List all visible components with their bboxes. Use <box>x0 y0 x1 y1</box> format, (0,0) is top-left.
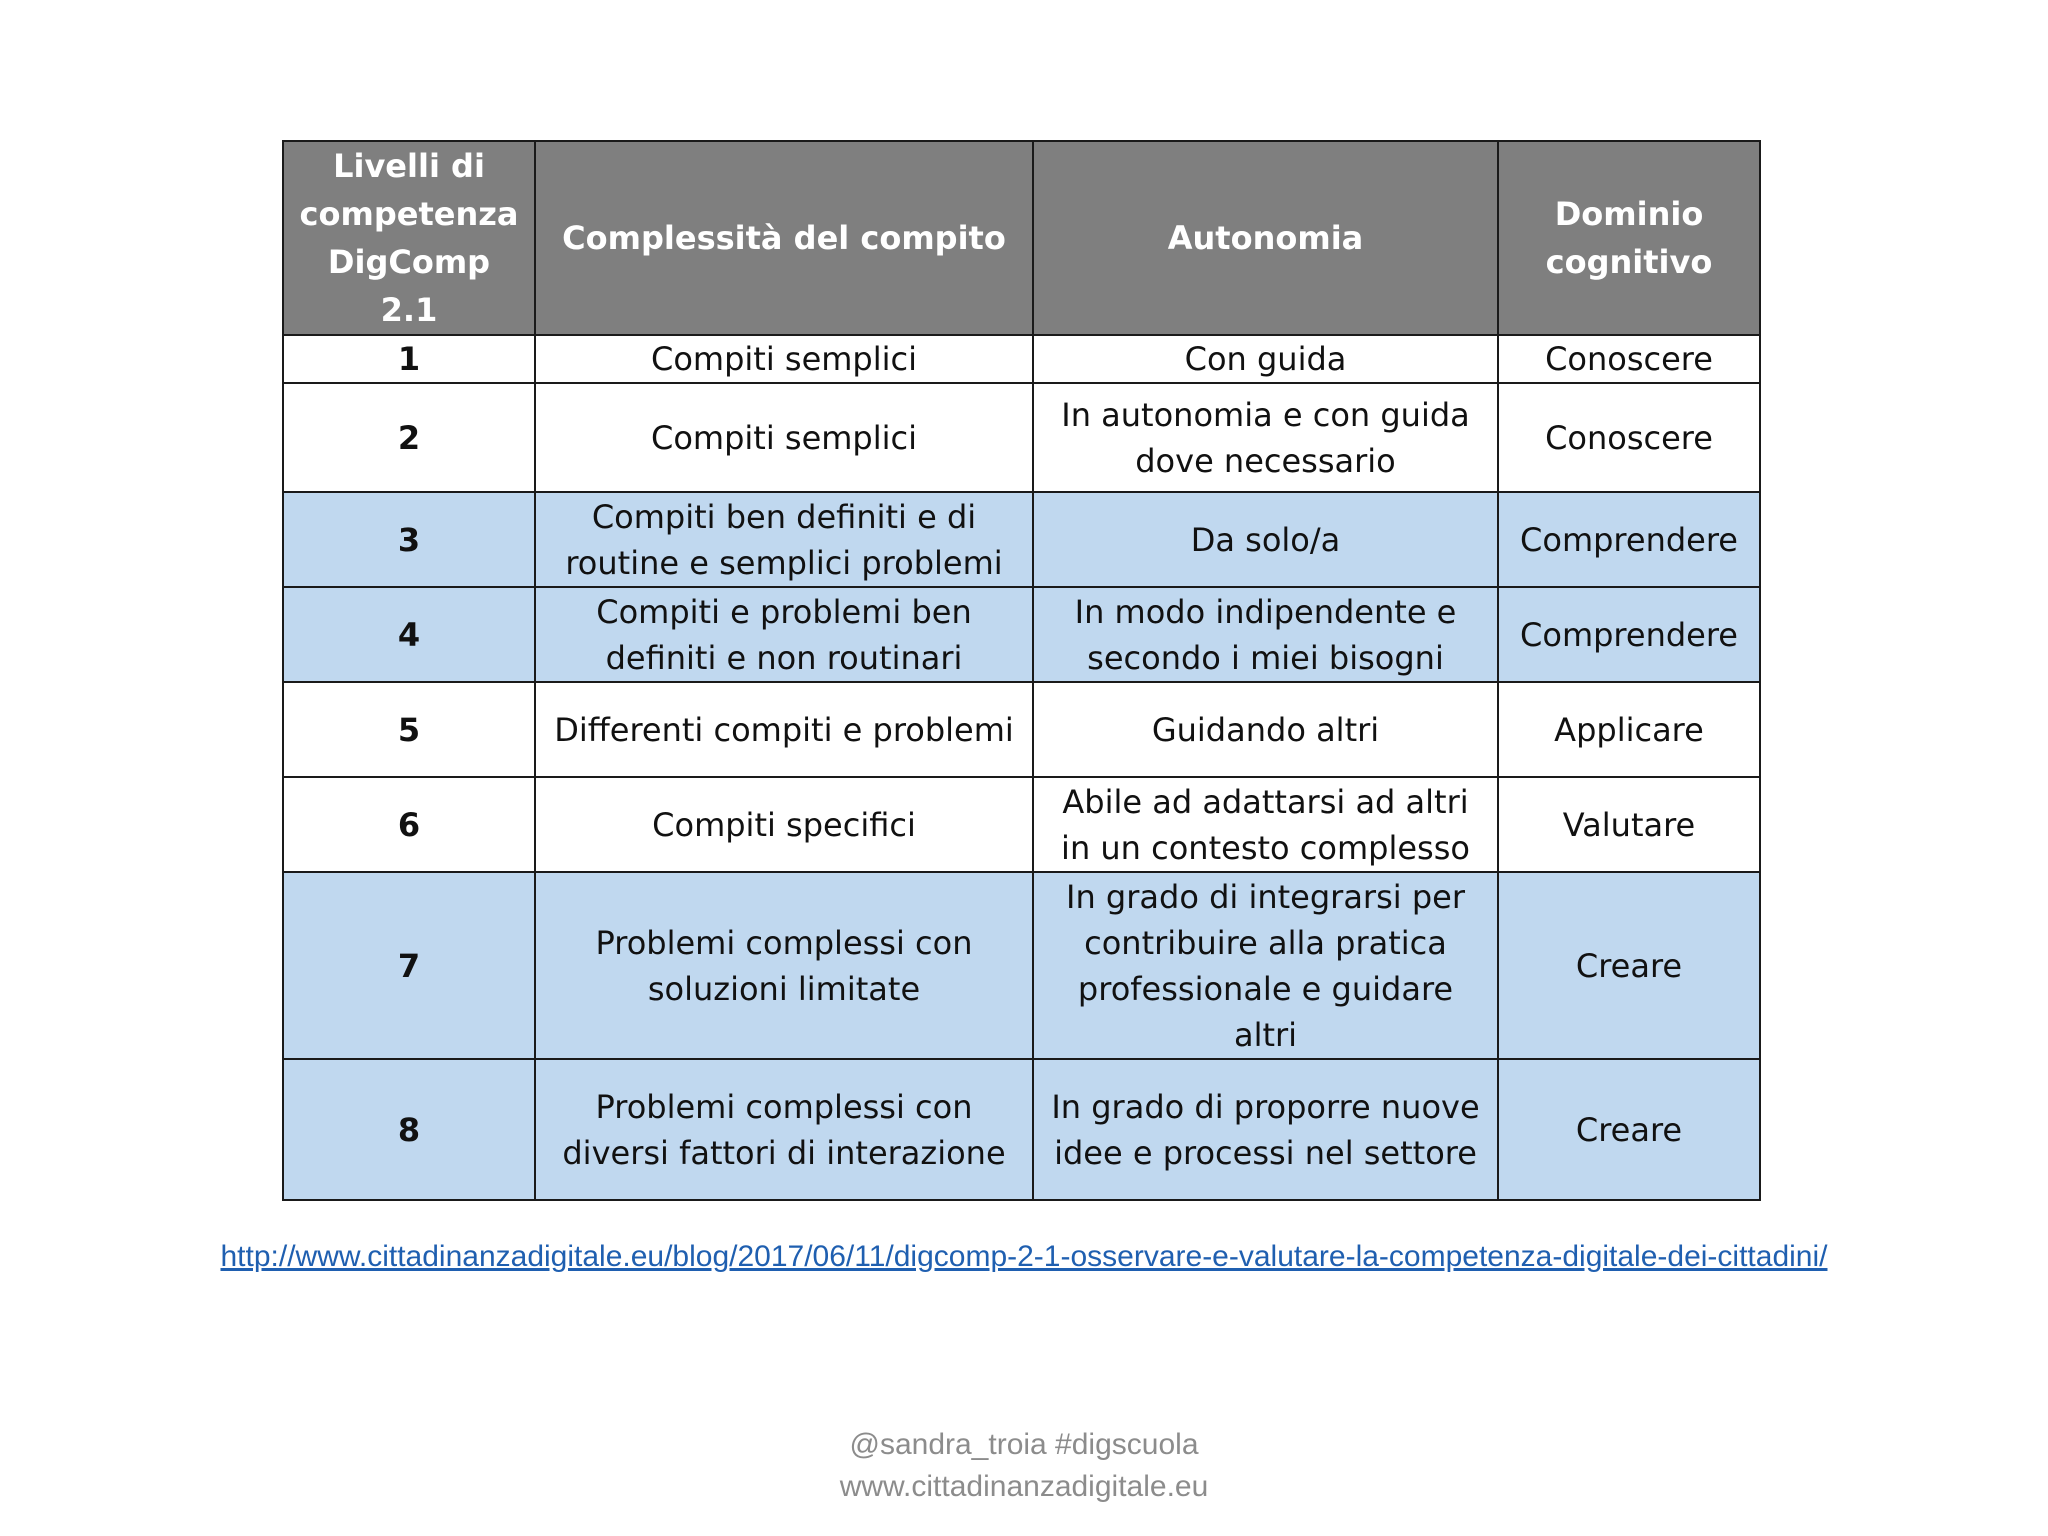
table-row <box>283 682 1760 777</box>
level-cell: 6 <box>283 777 535 872</box>
autonomy-cell: In autonomia e con guida dove necessario <box>1033 383 1498 492</box>
complexity-cell: Compiti semplici <box>535 335 1033 383</box>
autonomy-cell: Guidando altri <box>1033 682 1498 777</box>
table-row <box>283 1059 1760 1200</box>
table-row <box>283 492 1760 587</box>
level-cell: 2 <box>283 383 535 492</box>
footer-website: www.cittadinanzadigitale.eu <box>839 1470 1209 1503</box>
source-link[interactable]: http://www.cittadinanzadigitale.eu/blog/2017/06/11/digcomp-2-1-osservare-e-valutare-la-competenza-digitale-dei-cittadini/ <box>220 1240 1828 1273</box>
header-levels: Livelli di competenza DigComp 2.1 <box>283 141 535 335</box>
autonomy-cell: Da solo/a <box>1033 492 1498 587</box>
autonomy-cell: Con guida <box>1033 335 1498 383</box>
autonomy-cell: In grado di proporre nuove idee e processi nel settore <box>1033 1059 1498 1200</box>
footer <box>0 1424 2048 1508</box>
header-autonomy: Autonomia <box>1033 141 1498 335</box>
complexity-cell: Compiti e problemi ben definiti e non routinari <box>535 587 1033 682</box>
footer-handle: @sandra_troia #digscuola <box>849 1428 1199 1461</box>
complexity-cell: Problemi complessi con diversi fattori di interazione <box>535 1059 1033 1200</box>
domain-cell: Conoscere <box>1498 383 1760 492</box>
table-row <box>283 587 1760 682</box>
level-cell: 4 <box>283 587 535 682</box>
domain-cell: Conoscere <box>1498 335 1760 383</box>
table-header-row <box>283 141 1760 335</box>
table-row <box>283 777 1760 872</box>
complexity-cell: Compiti semplici <box>535 383 1033 492</box>
level-cell: 7 <box>283 872 535 1059</box>
table-row <box>283 383 1760 492</box>
domain-cell: Creare <box>1498 872 1760 1059</box>
autonomy-cell: In grado di integrarsi per contribuire alla pratica professionale e guidare altri <box>1033 872 1498 1059</box>
table-row <box>283 335 1760 383</box>
complexity-cell: Differenti compiti e problemi <box>535 682 1033 777</box>
domain-cell: Comprendere <box>1498 492 1760 587</box>
digcomp-levels-table <box>282 140 1761 1201</box>
domain-cell: Applicare <box>1498 682 1760 777</box>
domain-cell: Creare <box>1498 1059 1760 1200</box>
domain-cell: Comprendere <box>1498 587 1760 682</box>
header-cognitive-domain: Dominio cognitivo <box>1498 141 1760 335</box>
competence-table-container <box>282 140 1759 1201</box>
level-cell: 1 <box>283 335 535 383</box>
level-cell: 5 <box>283 682 535 777</box>
domain-cell: Valutare <box>1498 777 1760 872</box>
autonomy-cell: Abile ad adattarsi ad altri in un contesto complesso <box>1033 777 1498 872</box>
complexity-cell: Compiti specifici <box>535 777 1033 872</box>
autonomy-cell: In modo indipendente e secondo i miei bisogni <box>1033 587 1498 682</box>
table-row <box>283 872 1760 1059</box>
level-cell: 3 <box>283 492 535 587</box>
complexity-cell: Problemi complessi con soluzioni limitate <box>535 872 1033 1059</box>
level-cell: 8 <box>283 1059 535 1200</box>
header-complexity: Complessità del compito <box>535 141 1033 335</box>
complexity-cell: Compiti ben definiti e di routine e semplici problemi <box>535 492 1033 587</box>
